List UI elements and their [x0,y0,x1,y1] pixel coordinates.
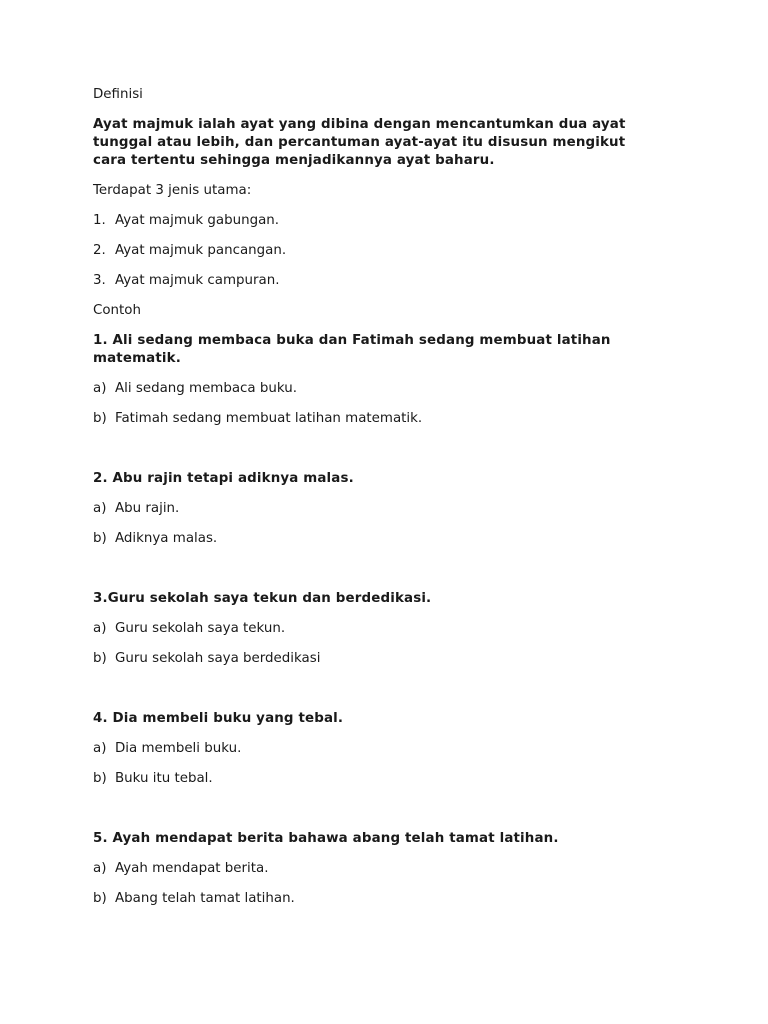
type-item-number: 2. [93,243,106,258]
part-label: b) [93,411,107,426]
part-label: a) [93,861,107,876]
part-text: Fatimah sedang membuat latihan matematik. [115,411,423,426]
types-intro: Terdapat 3 jenis utama: [93,183,252,198]
type-item-2 [93,242,286,260]
part-text: Guru sekolah saya tekun. [115,621,286,636]
part-label: b) [93,771,107,786]
definition-line-1: Ayat majmuk ialah ayat yang dibina dengan mencantumkan dua ayat [93,117,626,132]
part-label: b) [93,531,107,546]
part-text: Ali sedang membaca buku. [115,381,297,396]
type-item-number: 3. [93,273,106,288]
section-heading-definisi: Definisi [93,87,143,102]
part-label: a) [93,501,107,516]
part-label: a) [93,741,107,756]
example-4-part-b [93,770,213,788]
part-label: b) [93,891,107,906]
example-5-part-b [93,890,295,908]
part-text: Buku itu tebal. [115,771,213,786]
part-text: Dia membeli buku. [115,741,242,756]
part-text: Ayah mendapat berita. [115,861,269,876]
example-1-part-b [93,410,422,428]
example-1-title-line-1: 1. Ali sedang membaca buka dan Fatimah sedang membuat latihan [93,333,611,348]
part-text: Guru sekolah saya berdedikasi [115,651,321,666]
example-2-part-a [93,500,179,518]
type-item-text: Ayat majmuk gabungan. [115,213,280,228]
example-1-title-line-2: matematik. [93,351,181,366]
part-label: a) [93,621,107,636]
type-item-1 [93,212,279,230]
part-label: a) [93,381,107,396]
example-3-part-b [93,650,320,668]
type-item-3 [93,272,279,290]
part-label: b) [93,651,107,666]
example-2-title: 2. Abu rajin tetapi adiknya malas. [93,471,354,486]
part-text: Abu rajin. [115,501,180,516]
type-item-text: Ayat majmuk pancangan. [115,243,287,258]
example-5-title: 5. Ayah mendapat berita bahawa abang telah tamat latihan. [93,831,559,846]
type-item-number: 1. [93,213,106,228]
definition-line-3: cara tertentu sehingga menjadikannya ayat baharu. [93,153,495,168]
part-text: Adiknya malas. [115,531,218,546]
example-2-part-b [93,530,217,548]
section-heading-contoh: Contoh [93,303,141,318]
definition-line-2: tunggal atau lebih, dan percantuman ayat-ayat itu disusun mengikut [93,135,626,150]
example-1-part-a [93,380,297,398]
example-3-title: 3.Guru sekolah saya tekun dan berdedikasi. [93,591,432,606]
example-3-part-a [93,620,285,638]
type-item-text: Ayat majmuk campuran. [115,273,280,288]
example-5-part-a [93,860,269,878]
example-4-part-a [93,740,241,758]
example-4-title: 4. Dia membeli buku yang tebal. [93,711,344,726]
part-text: Abang telah tamat latihan. [115,891,295,906]
